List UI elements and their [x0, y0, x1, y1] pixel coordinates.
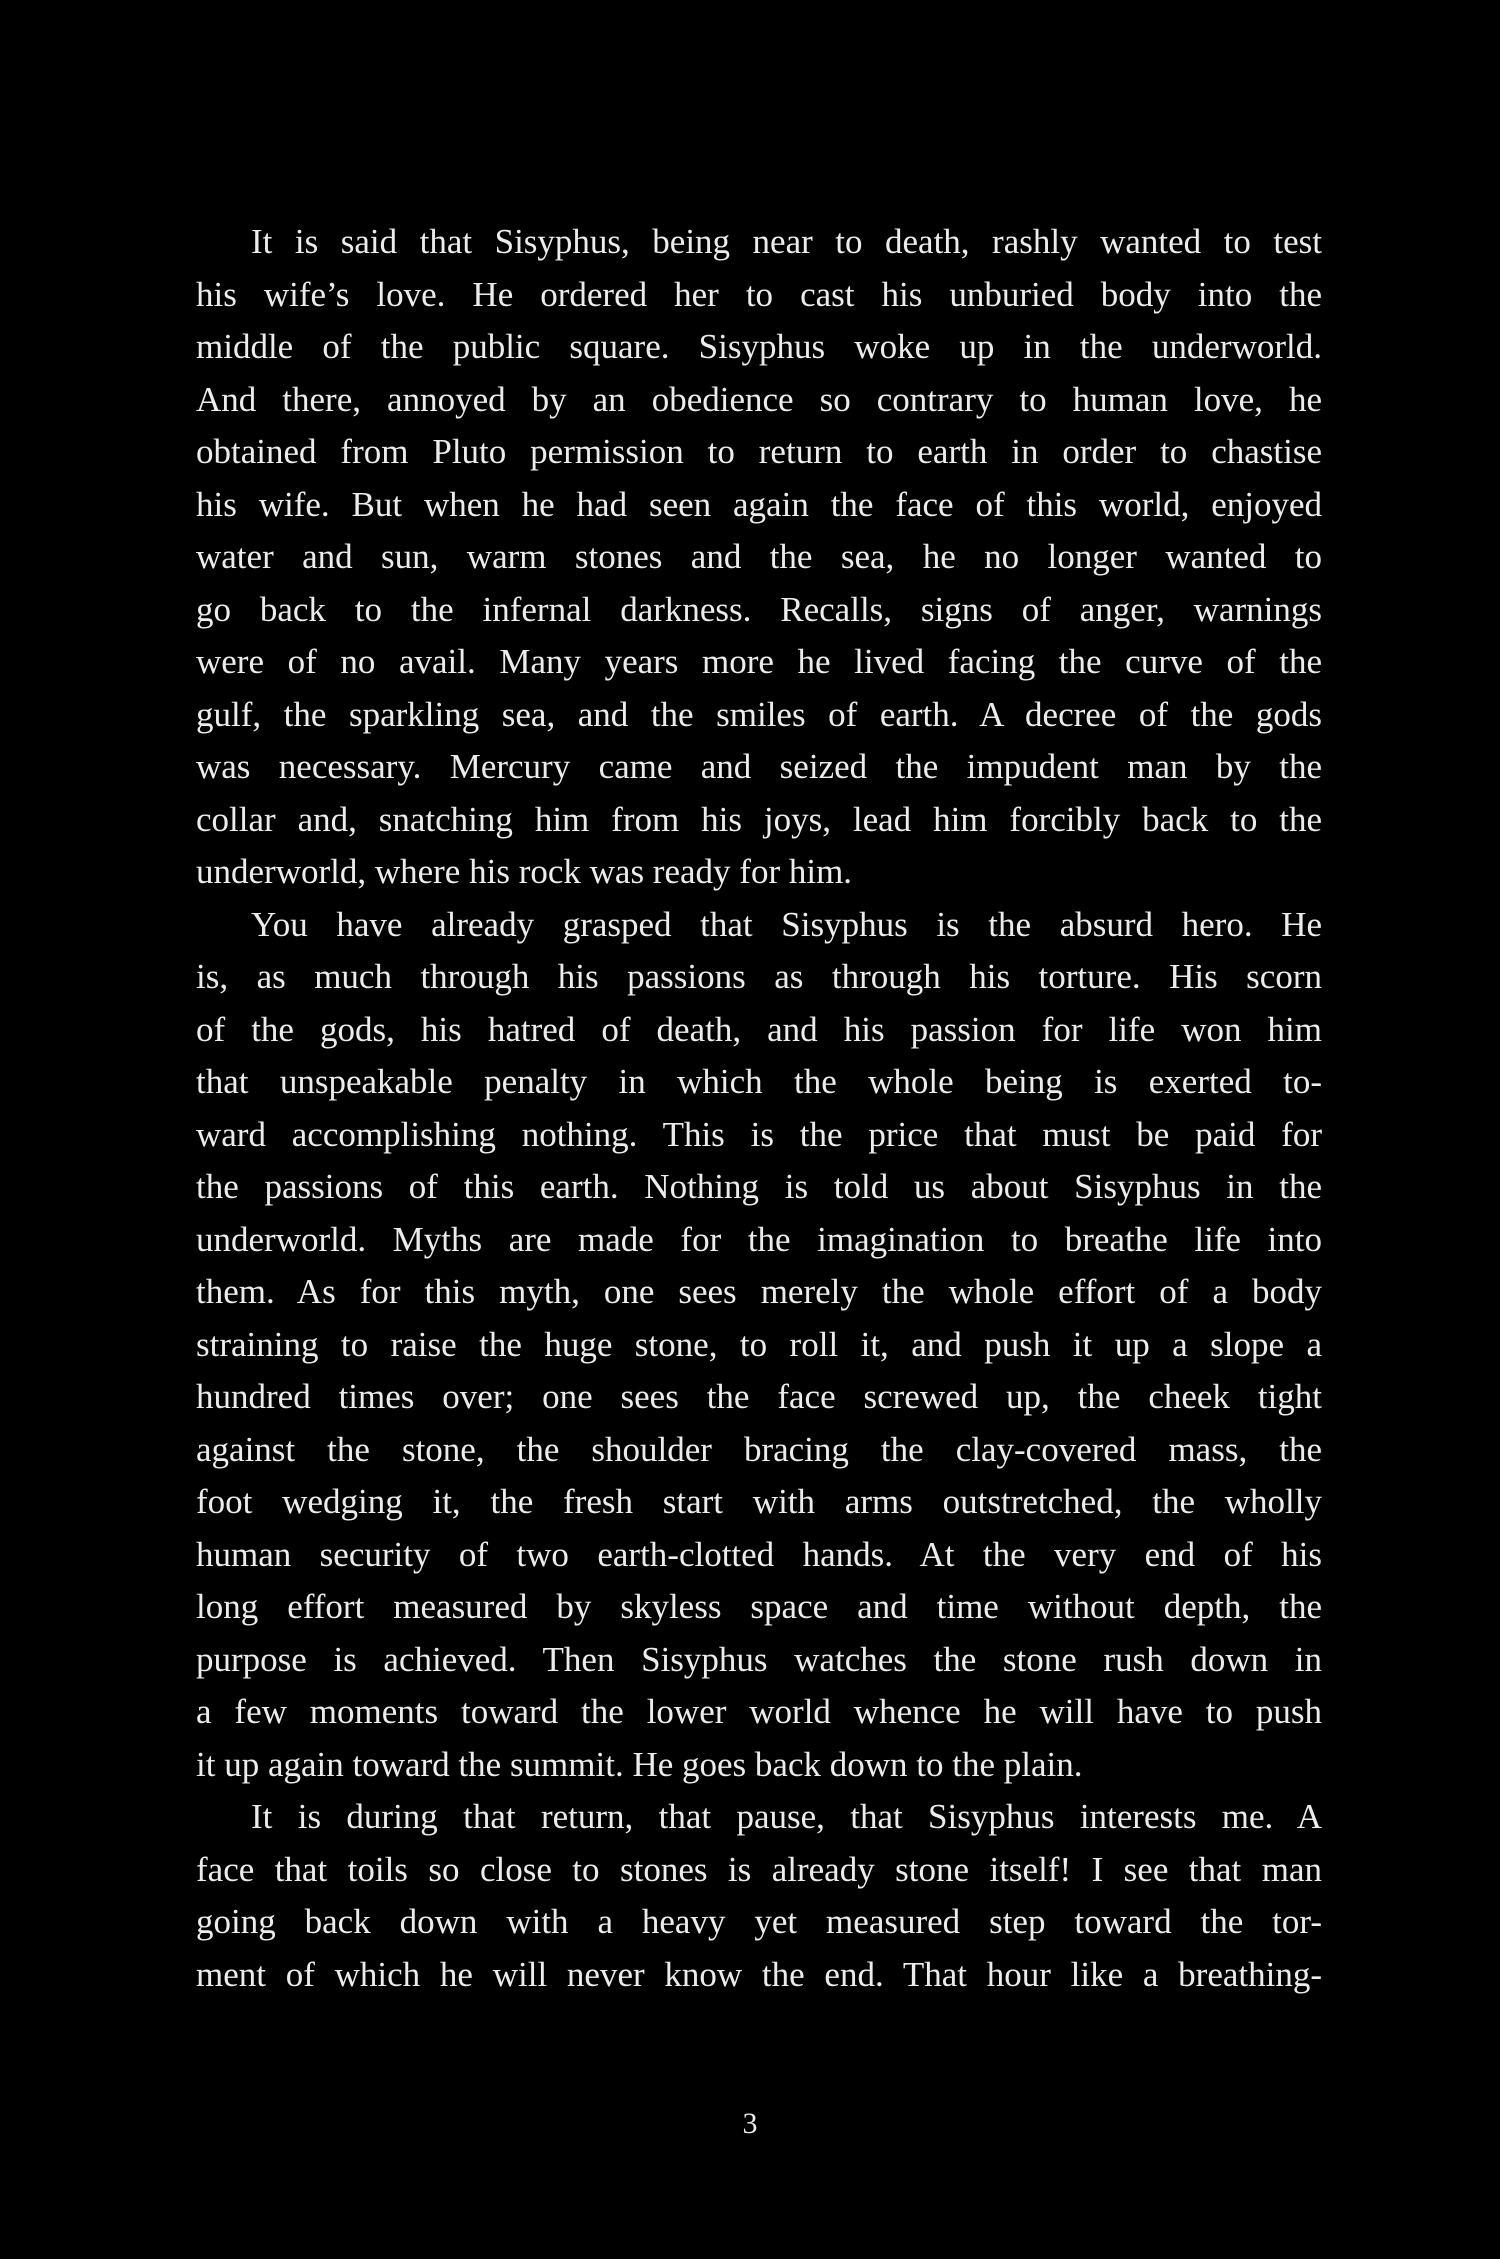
text-line: it up again toward the summit. He goes back down to the plain. [196, 1744, 1083, 1784]
text-line: You have already grasped that Sisyphus is the absurd hero. He [251, 904, 1322, 944]
text-line: his wife’s love. He ordered her to cast his unburied body into the [196, 274, 1322, 314]
text-line: long effort measured by skyless space and time without depth, the [196, 1587, 1322, 1626]
text-line: is, as much through his passions as through his torture. His scorn [196, 957, 1322, 996]
text-line: human security of two earth-clotted hands. At the very end of his [196, 1534, 1322, 1574]
text-line: It is during that return, that pause, that Sisyphus interests me. A [251, 1797, 1322, 1836]
text-line: face that toils so close to stones is already stone itself! I see that man [196, 1849, 1322, 1889]
text-line: going back down with a heavy yet measured step toward the tor- [196, 1902, 1322, 1941]
text-line: ward accomplishing nothing. This is the price that must be paid for [196, 1114, 1322, 1154]
text-line: hundred times over; one sees the face screwed up, the cheek tight [196, 1377, 1322, 1416]
text-line: And there, annoyed by an obedience so contrary to human love, he [196, 379, 1322, 419]
text-line: obtained from Pluto permission to return to earth in order to chastise [196, 432, 1322, 471]
text-line: foot wedging it, the fresh start with arms outstretched, the wholly [196, 1482, 1322, 1521]
text-line: underworld. Myths are made for the imagination to breathe life into [196, 1219, 1322, 1259]
text-line: collar and, snatching him from his joys, lead him forcibly back to the [196, 799, 1322, 839]
text-line: ment of which he will never know the end. That hour like a breathing- [196, 1954, 1322, 1994]
text-line: It is said that Sisyphus, being near to death, rashly wanted to test [251, 222, 1322, 261]
text-line: against the stone, the shoulder bracing the clay-covered mass, the [196, 1429, 1322, 1469]
text-line: them. As for this myth, one sees merely the whole effort of a body [196, 1272, 1322, 1311]
text-line: were of no avail. Many years more he lived facing the curve of the [196, 642, 1322, 681]
page-number: 3 [742, 2107, 758, 2140]
text-line: a few moments toward the lower world whence he will have to push [196, 1692, 1322, 1731]
text-line: his wife. But when he had seen again the face of this world, enjoyed [196, 484, 1322, 524]
text-line: of the gods, his hatred of death, and his passion for life won him [196, 1009, 1322, 1049]
body-text [196, 216, 1322, 2001]
text-line: middle of the public square. Sisyphus woke up in the underworld. [196, 327, 1322, 366]
text-line: straining to raise the huge stone, to roll it, and push it up a slope a [196, 1324, 1322, 1364]
text-line: gulf, the sparkling sea, and the smiles of earth. A decree of the gods [196, 694, 1322, 734]
text-line: water and sun, warm stones and the sea, he no longer wanted to [196, 537, 1322, 576]
text-line: that unspeakable penalty in which the whole being is exerted to- [196, 1062, 1322, 1101]
text-line: was necessary. Mercury came and seized the impudent man by the [196, 747, 1322, 786]
text-line: the passions of this earth. Nothing is told us about Sisyphus in the [196, 1167, 1322, 1206]
text-line: purpose is achieved. Then Sisyphus watches the stone rush down in [196, 1639, 1322, 1679]
text-line: go back to the infernal darkness. Recalls, signs of anger, warnings [196, 589, 1322, 629]
text-line: underworld, where his rock was ready for him. [196, 852, 853, 891]
